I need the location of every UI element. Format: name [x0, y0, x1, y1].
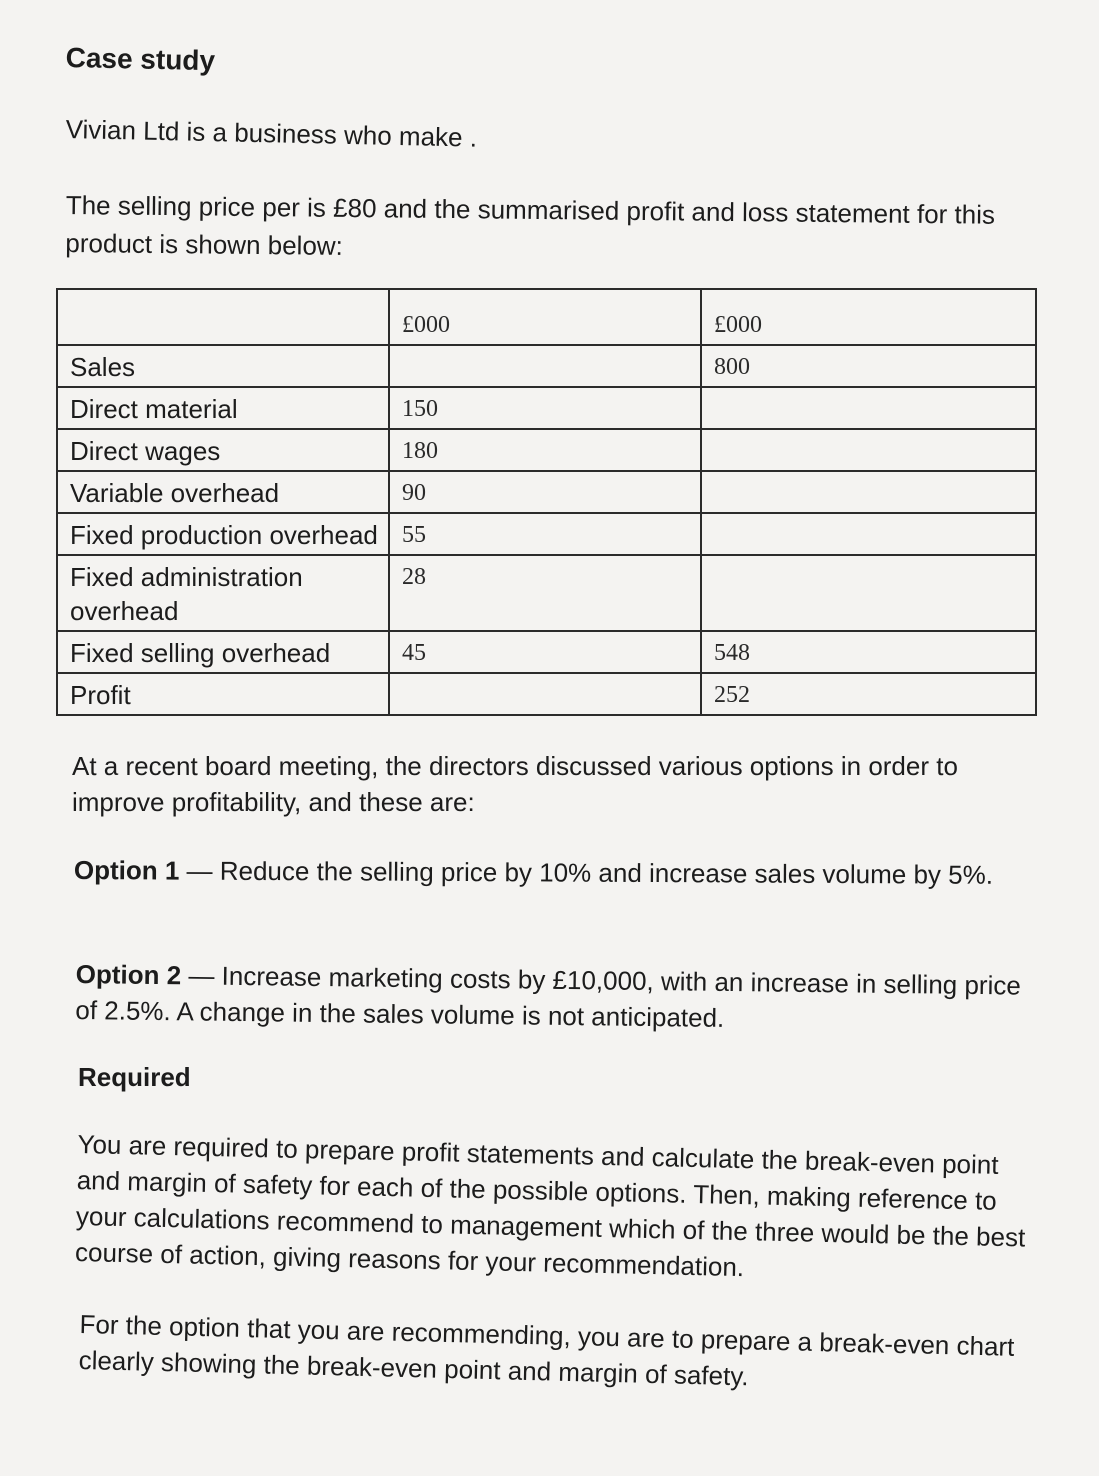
profit-loss-table — [56, 288, 1037, 716]
row-value: 55 — [389, 513, 701, 555]
header-cell: £000 — [389, 289, 701, 345]
table-row — [57, 471, 1036, 513]
option-2-label: Option 2 — [75, 958, 182, 991]
option-1 — [74, 852, 1034, 893]
row-label: Fixed selling overhead — [57, 631, 389, 673]
header-cell — [57, 289, 389, 345]
option-1-label: Option 1 — [73, 854, 180, 886]
required-paragraph: You are required to prepare profit statements and calculate the break-even point and margin of safety for each of the possible options. Then, making reference to your calculations recommend to management which of the three would be the best course of action, giving reasons for your recommendation. — [74, 1128, 1026, 1283]
option-2 — [75, 956, 1036, 1040]
required-heading: Required — [78, 1062, 191, 1092]
row-value: 28 — [389, 555, 701, 631]
recommendation-paragraph: For the option that you are recommending, you are to prepare a break-even chart clearly showing the break-even point and margin of safety. — [78, 1308, 1015, 1392]
intro-text: Vivian Ltd is a business who make . — [65, 114, 478, 153]
row-value — [389, 673, 701, 715]
row-label: Direct material — [57, 387, 389, 429]
option-2-text: — Increase marketing costs by £10,000, with an increase in selling price of 2.5%. A change in the sales volume is not anticipated. — [75, 960, 1021, 1033]
row-value: 45 — [389, 631, 701, 673]
meeting-paragraph: At a recent board meeting, the directors discussed various options in order to improve profitability, and these are: — [72, 751, 958, 817]
row-label: Profit — [57, 673, 389, 715]
option-1-text: — Reduce the selling price by 10% and increase sales volume by 5%. — [179, 855, 994, 890]
case-study-title: Case study — [65, 42, 216, 77]
table-row — [57, 345, 1036, 387]
row-label: Fixed production overhead — [57, 513, 389, 555]
row-value: 800 — [701, 345, 1036, 387]
table-row — [57, 513, 1036, 555]
row-value — [389, 345, 701, 387]
table-row — [57, 673, 1036, 715]
row-label: Sales — [57, 345, 389, 387]
row-value — [701, 555, 1036, 631]
header-cell: £000 — [701, 289, 1036, 345]
row-value — [701, 471, 1036, 513]
row-label: Variable overhead — [57, 471, 389, 513]
row-value — [701, 429, 1036, 471]
row-value: 180 — [389, 429, 701, 471]
row-label: Direct wages — [57, 429, 389, 471]
row-label: Fixed administration overhead — [57, 555, 389, 631]
price-statement: The selling price per is £80 and the summarised profit and loss statement for this product is shown below: — [65, 189, 996, 261]
table-row — [57, 555, 1036, 631]
table-row — [57, 631, 1036, 673]
table-row — [57, 387, 1036, 429]
row-value: 90 — [389, 471, 701, 513]
row-value — [701, 513, 1036, 555]
row-value: 548 — [701, 631, 1036, 673]
row-value: 150 — [389, 387, 701, 429]
table-row — [57, 429, 1036, 471]
row-value: 252 — [701, 673, 1036, 715]
table-header-row — [57, 289, 1036, 345]
row-value — [701, 387, 1036, 429]
